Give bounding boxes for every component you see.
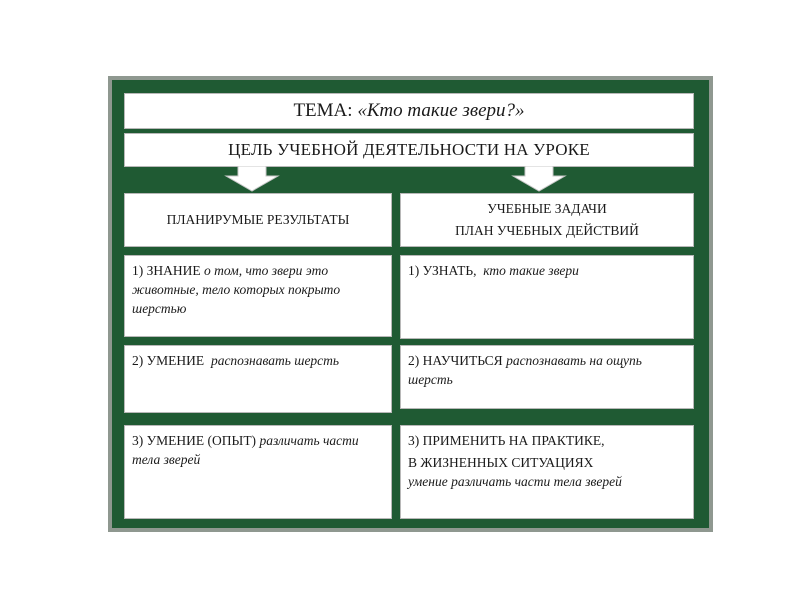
learning-tasks-label: УЧЕБНЫЕ ЗАДАЧИ bbox=[487, 201, 607, 216]
down-arrow-right-icon bbox=[511, 166, 567, 192]
task-apply bbox=[400, 425, 694, 519]
result-experience bbox=[124, 425, 392, 519]
task-practice-label: 2) НАУЧИТЬСЯ bbox=[408, 353, 507, 368]
theme-title: «Кто такие звери?» bbox=[357, 100, 525, 121]
result-skill bbox=[124, 345, 392, 413]
task-apply-label-1: 3) ПРИМЕНИТЬ НА ПРАКТИКЕ, bbox=[408, 433, 605, 448]
result-experience-text: различать части тела зверей bbox=[132, 433, 359, 467]
theme-prefix: ТЕМА: bbox=[293, 100, 358, 121]
task-learn-text: кто такие звери bbox=[479, 263, 579, 278]
result-skill-text: распознавать шерсть bbox=[207, 353, 340, 368]
task-apply-text: умение различать части тела зверей bbox=[408, 474, 622, 489]
goal-box bbox=[124, 133, 694, 167]
task-practice-text: распознавать на ощупь шерсть bbox=[408, 353, 642, 387]
result-knowledge bbox=[124, 255, 392, 337]
planned-results-label: ПЛАНИРУМЫЕ РЕЗУЛЬТАТЫ bbox=[166, 212, 350, 227]
down-arrow-left-icon bbox=[224, 166, 280, 192]
theme-box bbox=[124, 93, 694, 129]
result-knowledge-label: 1) ЗНАНИЕ bbox=[132, 263, 201, 278]
result-knowledge-text: о том, что звери это животные, тело которых покрыто шерстью bbox=[132, 263, 341, 316]
task-apply-label-2: В ЖИЗНЕННЫХ СИТУАЦИЯХ bbox=[408, 455, 594, 470]
result-experience-label: 3) УМЕНИЕ (ОПЫТ) bbox=[132, 433, 260, 448]
goal-text: ЦЕЛЬ УЧЕБНОЙ ДЕЯТЕЛЬНОСТИ НА УРОКЕ bbox=[228, 140, 590, 159]
learning-tasks-header bbox=[400, 193, 694, 247]
planned-results-header bbox=[124, 193, 392, 247]
task-practice bbox=[400, 345, 694, 409]
task-learn bbox=[400, 255, 694, 339]
result-skill-label: 2) УМЕНИЕ bbox=[132, 353, 208, 368]
action-plan-label: ПЛАН УЧЕБНЫХ ДЕЙСТВИЙ bbox=[455, 223, 639, 238]
task-learn-label: 1) УЗНАТЬ, bbox=[408, 263, 480, 278]
